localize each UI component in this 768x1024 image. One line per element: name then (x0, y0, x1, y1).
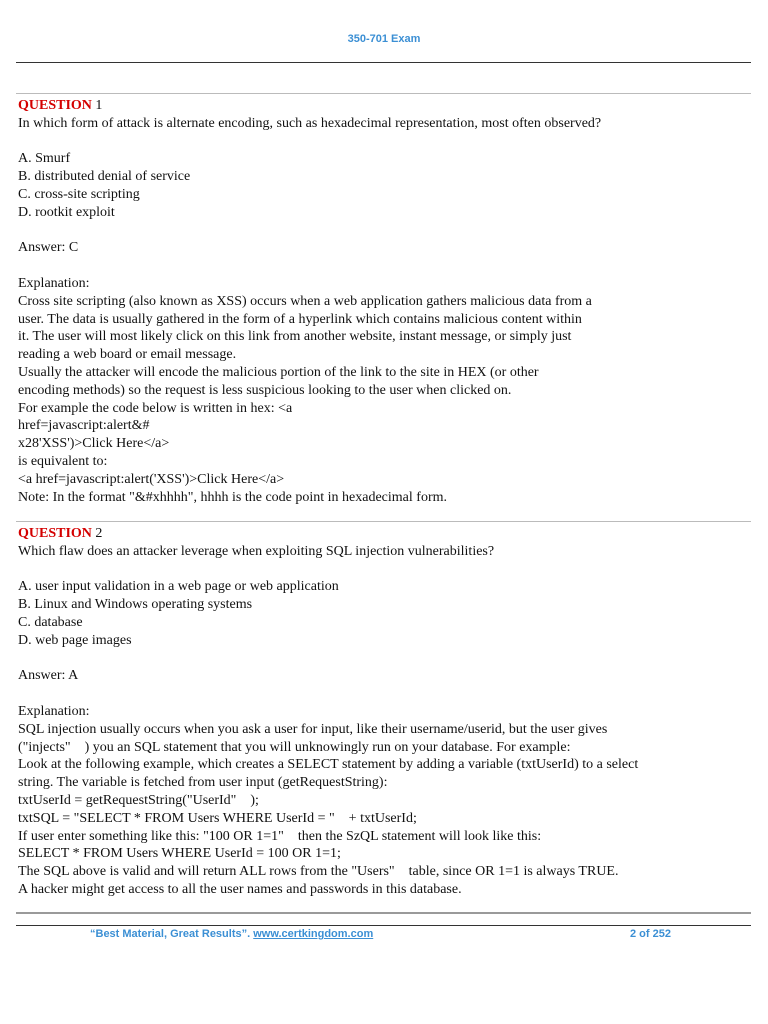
explanation-line: it. The user will most likely click on this link from another website, instant message, or simply just (18, 329, 572, 345)
option-d: D. web page images (18, 632, 132, 648)
question-heading (18, 97, 738, 115)
explanation-line: <a href=javascript:alert('XSS')>Click Here</a> (18, 471, 285, 487)
explanation-line: is equivalent to: (18, 453, 108, 469)
explanation-line: x28'XSS')>Click Here</a> (18, 436, 170, 452)
option-b: B. distributed denial of service (18, 169, 191, 185)
page-number: 2 of 252 (630, 928, 671, 940)
option-a: A. user input validation in a web page or web application (18, 579, 339, 595)
question-divider (16, 93, 751, 94)
option-c: C. database (18, 614, 83, 630)
answer: Answer: A (18, 668, 79, 684)
footer-slogan-group (90, 928, 373, 940)
explanation (18, 293, 738, 507)
explanation-line: Look at the following example, which creates a SELECT statement by adding a variable (txtUserId) to a select (18, 757, 639, 773)
question-label: QUESTION (18, 98, 92, 113)
explanation-line: Usually the attacker will encode the malicious portion of the link to the site in HEX (or other (18, 364, 539, 380)
explanation-line: ("injects" ) you an SQL statement that you will unknowingly run on your database. For example: (18, 739, 571, 755)
explanation-line: If user enter something like this: "100 OR 1=1" then the SzQL statement will look like this: (18, 828, 542, 844)
question-number: 1 (95, 98, 103, 113)
explanation (18, 721, 738, 899)
question-number: 2 (95, 526, 103, 541)
explanation-line: Note: In the format "&#xhhhh", hhhh is the code point in hexadecimal form. (18, 489, 447, 505)
footer-slogan: “Best Material, Great Results”. (90, 928, 251, 940)
explanation-line: The SQL above is valid and will return ALL rows from the "Users" table, since OR 1=1 is always TRUE. (18, 864, 619, 880)
question-block-2 (18, 525, 738, 899)
question-divider (16, 521, 751, 522)
footer-link[interactable]: www.certkingdom.com (253, 928, 374, 940)
question-text: In which form of attack is alternate encoding, such as hexadecimal representation, most often observed? (18, 115, 602, 131)
explanation-line: string. The variable is fetched from user input (getRequestString): (18, 775, 388, 791)
option-c: C. cross-site scripting (18, 186, 140, 202)
question-heading (18, 525, 738, 543)
explanation-label: Explanation: (18, 703, 90, 719)
explanation-line: reading a web board or email message. (18, 347, 237, 363)
explanation-line: SQL injection usually occurs when you ask a user for input, like their username/userid, but the user gives (18, 721, 608, 737)
explanation-line: SELECT * FROM Users WHERE UserId = 100 OR 1=1; (18, 846, 341, 862)
explanation-line: Cross site scripting (also known as XSS) occurs when a web application gathers malicious data from a (18, 293, 592, 309)
answer: Answer: C (18, 240, 79, 256)
footer-rule (16, 925, 751, 926)
explanation-line: href=javascript:alert&# (18, 418, 150, 434)
explanation-line: txtUserId = getRequestString("UserId" ); (18, 792, 259, 808)
explanation-line: user. The data is usually gathered in the form of a hyperlink which contains malicious content within (18, 311, 582, 327)
question-text: Which flaw does an attacker leverage when exploiting SQL injection vulnerabilities? (18, 543, 495, 559)
option-a: A. Smurf (18, 151, 71, 167)
explanation-label: Explanation: (18, 275, 90, 291)
question-label: QUESTION (18, 526, 92, 541)
header-title: 350-701 Exam (347, 33, 421, 45)
explanation-line: txtSQL = "SELECT * FROM Users WHERE UserId = " + txtUserId; (18, 810, 417, 826)
question-block-1 (18, 97, 738, 506)
footer-rule-top (16, 912, 751, 914)
option-b: B. Linux and Windows operating systems (18, 597, 253, 613)
explanation-line: A hacker might get access to all the user names and passwords in this database. (18, 881, 462, 897)
explanation-line: encoding methods) so the request is less suspicious looking to the user when clicked on. (18, 382, 512, 398)
header-rule (16, 62, 751, 63)
option-d: D. rootkit exploit (18, 204, 115, 220)
explanation-line: For example the code below is written in hex: <a (18, 400, 293, 416)
